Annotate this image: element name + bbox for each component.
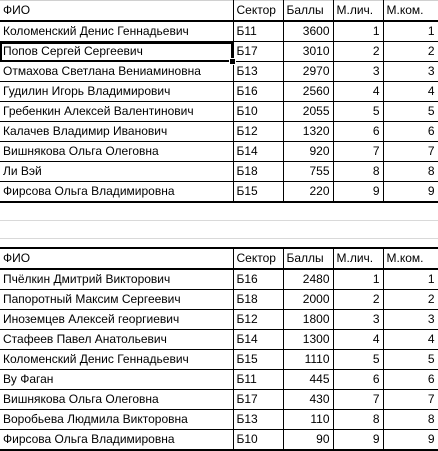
table-row <box>0 390 438 410</box>
cell-score[interactable]: 1320 <box>283 122 333 142</box>
cell-fio[interactable]: Иноземцев Алексей георгиевич <box>0 310 233 330</box>
table-header-row <box>0 1 438 22</box>
cell-personal-place[interactable]: 8 <box>333 410 383 430</box>
cell-fio[interactable]: Отмахова Светлана Вениаминовна <box>0 62 233 82</box>
cell-personal-place[interactable]: 4 <box>333 82 383 102</box>
cell-fio[interactable]: Гребенкин Алексей Валентинович <box>0 102 233 122</box>
cell-team-place[interactable]: 6 <box>383 122 438 142</box>
cell-team-place[interactable]: 2 <box>383 42 438 62</box>
cell-personal-place[interactable]: 7 <box>333 142 383 162</box>
cell-score[interactable]: 430 <box>283 390 333 410</box>
cell-personal-place[interactable]: 6 <box>333 370 383 390</box>
cell-team-place[interactable]: 3 <box>383 310 438 330</box>
cell-score[interactable]: 1800 <box>283 310 333 330</box>
header-team-place[interactable]: М.ком. <box>383 1 438 22</box>
fill-handle[interactable] <box>229 58 236 65</box>
table-row <box>0 430 438 451</box>
table-row <box>0 182 438 203</box>
cell-personal-place[interactable]: 2 <box>333 290 383 310</box>
cell-personal-place[interactable]: 3 <box>333 62 383 82</box>
cell-personal-place[interactable]: 1 <box>333 21 383 42</box>
cell-fio[interactable]: Попов Сергей Сергеевич <box>0 42 233 62</box>
cell-personal-place[interactable]: 9 <box>333 430 383 451</box>
table-row <box>0 410 438 430</box>
cell-fio[interactable]: Калачев Владимир Иванович <box>0 122 233 142</box>
cell-fio[interactable]: Пчёлкин Дмитрий Викторович <box>0 269 233 290</box>
cell-team-place[interactable]: 5 <box>383 102 438 122</box>
cell-fio[interactable]: Фирсова Ольга Владимировна <box>0 430 233 451</box>
cell-team-place[interactable]: 9 <box>383 182 438 203</box>
table-row <box>0 162 438 182</box>
cell-sector[interactable]: Б10 <box>233 102 283 122</box>
table-row <box>0 310 438 330</box>
header-score[interactable]: Баллы <box>283 248 333 269</box>
cell-fio[interactable]: Воробьева Людмила Викторовна <box>0 410 233 430</box>
cell-fio[interactable]: Вишнякова Ольга Олеговна <box>0 142 233 162</box>
cell-team-place[interactable]: 1 <box>383 269 438 290</box>
cell-personal-place[interactable]: 5 <box>333 350 383 370</box>
cell-team-place[interactable]: 7 <box>383 390 438 410</box>
cell-sector[interactable]: Б16 <box>233 82 283 102</box>
table-body-1 <box>0 21 438 202</box>
cell-team-place[interactable]: 4 <box>383 330 438 350</box>
table-row <box>0 102 438 122</box>
cell-team-place[interactable]: 5 <box>383 350 438 370</box>
cell-team-place[interactable]: 7 <box>383 142 438 162</box>
cell-score[interactable]: 90 <box>283 430 333 451</box>
cell-sector[interactable]: Б13 <box>233 410 283 430</box>
cell-team-place[interactable]: 8 <box>383 410 438 430</box>
cell-personal-place[interactable]: 2 <box>333 42 383 62</box>
cell-score[interactable]: 1110 <box>283 350 333 370</box>
cell-sector[interactable]: Б12 <box>233 122 283 142</box>
table-row <box>0 269 438 290</box>
cell-score[interactable]: 220 <box>283 182 333 203</box>
table-row <box>0 142 438 162</box>
results-table-1 <box>0 0 438 203</box>
cell-score[interactable]: 3010 <box>283 42 333 62</box>
cell-fio[interactable]: Ли Вэй <box>0 162 233 182</box>
cell-fio[interactable]: Гудилин Игорь Владимирович <box>0 82 233 102</box>
cell-fio[interactable]: Коломенский Денис Геннадьевич <box>0 350 233 370</box>
cell-sector[interactable]: Б11 <box>233 21 283 42</box>
cell-personal-place[interactable]: 6 <box>333 122 383 142</box>
table-row <box>0 330 438 350</box>
header-personal-place[interactable]: М.лич. <box>333 1 383 22</box>
cell-personal-place[interactable]: 1 <box>333 269 383 290</box>
cell-sector[interactable]: Б11 <box>233 370 283 390</box>
cell-sector[interactable]: Б14 <box>233 142 283 162</box>
header-team-place[interactable]: М.ком. <box>383 248 438 269</box>
cell-team-place[interactable]: 1 <box>383 21 438 42</box>
cell-fio[interactable]: Фирсова Ольга Владимировна <box>0 182 233 203</box>
cell-score[interactable]: 2970 <box>283 62 333 82</box>
cell-fio[interactable]: Стафеев Павел Анатольевич <box>0 330 233 350</box>
header-sector[interactable]: Сектор <box>233 1 283 22</box>
grid-line <box>0 220 438 221</box>
cell-team-place[interactable]: 8 <box>383 162 438 182</box>
cell-sector[interactable]: Б17 <box>233 42 283 62</box>
table-row <box>0 350 438 370</box>
cell-team-place[interactable]: 6 <box>383 370 438 390</box>
cell-fio[interactable]: Ву Фаган <box>0 370 233 390</box>
cell-score[interactable]: 1300 <box>283 330 333 350</box>
table-header-row <box>0 248 438 269</box>
table-row <box>0 21 438 42</box>
cell-personal-place[interactable]: 8 <box>333 162 383 182</box>
cell-sector[interactable]: Б15 <box>233 182 283 203</box>
cell-fio[interactable]: Папоротный Максим Сергеевич <box>0 290 233 310</box>
cell-sector[interactable]: Б15 <box>233 350 283 370</box>
cell-personal-place[interactable]: 9 <box>333 182 383 203</box>
cell-score[interactable]: 3600 <box>283 21 333 42</box>
cell-fio[interactable]: Вишнякова Ольга Олеговна <box>0 390 233 410</box>
cell-team-place[interactable]: 2 <box>383 290 438 310</box>
cell-sector[interactable]: Б12 <box>233 310 283 330</box>
cell-personal-place[interactable]: 4 <box>333 330 383 350</box>
cell-sector[interactable]: Б17 <box>233 390 283 410</box>
cell-sector[interactable]: Б18 <box>233 290 283 310</box>
cell-personal-place[interactable]: 5 <box>333 102 383 122</box>
cell-sector[interactable]: Б10 <box>233 430 283 451</box>
cell-score[interactable]: 110 <box>283 410 333 430</box>
cell-score[interactable]: 2480 <box>283 269 333 290</box>
results-table-2 <box>0 247 438 451</box>
cell-score[interactable]: 755 <box>283 162 333 182</box>
table-row <box>0 290 438 310</box>
cell-personal-place[interactable]: 3 <box>333 310 383 330</box>
header-score[interactable]: Баллы <box>283 1 333 22</box>
table-row <box>0 82 438 102</box>
cell-team-place[interactable]: 4 <box>383 82 438 102</box>
cell-team-place[interactable]: 9 <box>383 430 438 451</box>
header-fio[interactable]: ФИО <box>0 248 233 269</box>
cell-personal-place[interactable]: 7 <box>333 390 383 410</box>
table-row <box>0 122 438 142</box>
table-row <box>0 62 438 82</box>
cell-sector[interactable]: Б13 <box>233 62 283 82</box>
header-sector[interactable]: Сектор <box>233 248 283 269</box>
table-row <box>0 42 438 62</box>
cell-sector[interactable]: Б18 <box>233 162 283 182</box>
cell-score[interactable]: 920 <box>283 142 333 162</box>
cell-score[interactable]: 2055 <box>283 102 333 122</box>
header-fio[interactable]: ФИО <box>0 1 233 22</box>
table-body-2 <box>0 269 438 450</box>
cell-sector[interactable]: Б14 <box>233 330 283 350</box>
cell-team-place[interactable]: 3 <box>383 62 438 82</box>
cell-score[interactable]: 2000 <box>283 290 333 310</box>
cell-fio[interactable]: Коломенский Денис Геннадьевич <box>0 21 233 42</box>
cell-score[interactable]: 2560 <box>283 82 333 102</box>
table-row <box>0 370 438 390</box>
header-personal-place[interactable]: М.лич. <box>333 248 383 269</box>
cell-sector[interactable]: Б16 <box>233 269 283 290</box>
grid-line <box>0 238 438 239</box>
cell-score[interactable]: 445 <box>283 370 333 390</box>
